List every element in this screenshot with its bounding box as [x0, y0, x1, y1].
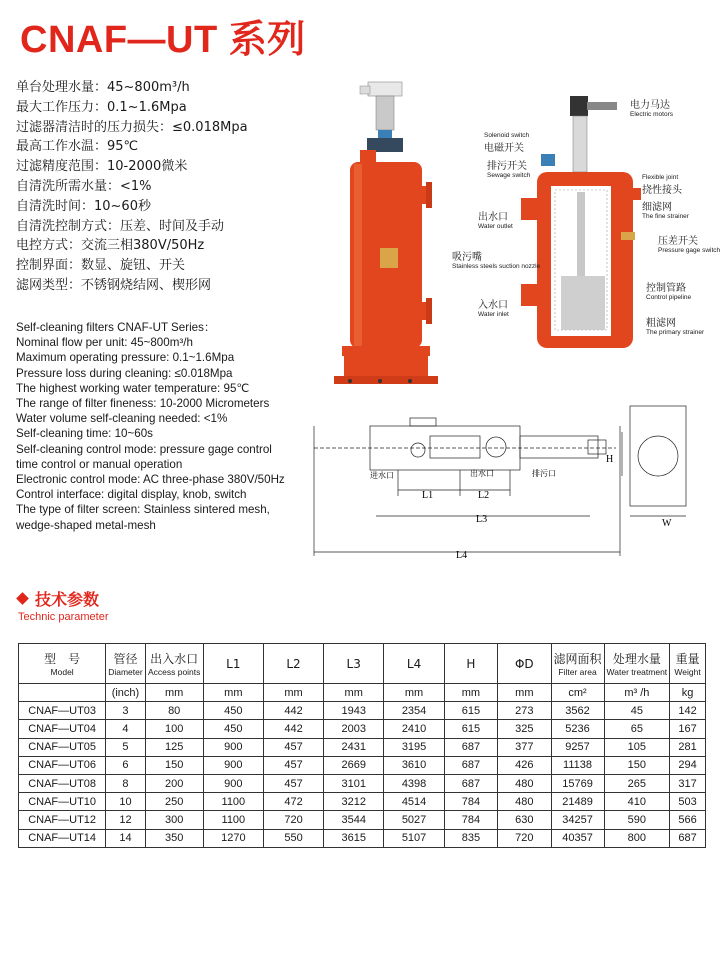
table-cell: 900: [203, 738, 263, 756]
dimension-drawing: [300, 396, 720, 572]
table-cell: 167: [670, 720, 706, 738]
table-cell: 472: [264, 793, 324, 811]
table-cell: 615: [444, 702, 497, 720]
table-cell: 281: [670, 738, 706, 756]
table-cell: 377: [498, 738, 551, 756]
en-spec-item: Control interface: digital display, knob, switch: [16, 488, 247, 502]
table-cell: 3101: [324, 774, 384, 792]
table-cell: 457: [264, 774, 324, 792]
table-cell: 4398: [384, 774, 444, 792]
table-cell: 1100: [203, 811, 263, 829]
table-cell: 9257: [551, 738, 604, 756]
table-cell: 6: [106, 756, 145, 774]
diamond-bullet-icon: [16, 592, 29, 605]
en-spec-item: Nominal flow per unit: 45~800m³/h: [16, 336, 193, 350]
drawing-h: H: [606, 454, 614, 465]
table-cell: 784: [444, 811, 497, 829]
table-cell: CNAF—UT05: [19, 738, 106, 756]
table-row: [19, 720, 706, 738]
drawing-inlet-label: 进水口: [370, 471, 394, 480]
table-cell: 3212: [324, 793, 384, 811]
table-cell: 3544: [324, 811, 384, 829]
table-units-row: (inch) mm mm mm mm mm mm mm cm² m³ /h kg: [19, 684, 706, 702]
page-title: CNAF—UT 系列: [20, 19, 306, 61]
table-row: [19, 793, 706, 811]
table-cell: 4: [106, 720, 145, 738]
table-cell: 615: [444, 720, 497, 738]
table-header-row: 型 号 Model 管径 Diameter 出入水口 Access points L1 L2 L3 L4 H ΦD 滤网面积 Filter area 处理水量 Water treatment 重量 Weight: [19, 644, 706, 684]
table-cell: 105: [604, 738, 670, 756]
table-cell: 5027: [384, 811, 444, 829]
cn-spec-item: 电控方式：交流三相380V/50Hz: [16, 238, 205, 254]
table-cell: CNAF—UT08: [19, 774, 106, 792]
table-cell: 457: [264, 738, 324, 756]
table-cell: 265: [604, 774, 670, 792]
cn-spec-item: 控制界面：数显、旋钮、开关: [16, 258, 186, 274]
table-cell: 5: [106, 738, 145, 756]
en-spec-item: Self-cleaning time: 10~60s: [16, 427, 153, 441]
table-cell: 15769: [551, 774, 604, 792]
table-cell: 1270: [203, 829, 263, 847]
cn-spec-list: [16, 78, 248, 296]
table-cell: CNAF—UT04: [19, 720, 106, 738]
table-cell: 350: [145, 829, 203, 847]
cn-spec-item: 过滤器清洁时的压力损失：≤0.018Mpa: [16, 119, 248, 135]
table-cell: 200: [145, 774, 203, 792]
table-cell: 442: [264, 702, 324, 720]
table-cell: 3610: [384, 756, 444, 774]
table-cell: 3562: [551, 702, 604, 720]
table-cell: 2003: [324, 720, 384, 738]
table-cell: 2669: [324, 756, 384, 774]
cn-spec-item: 最大工作压力：0.1~1.6Mpa: [16, 99, 187, 115]
table-cell: 3195: [384, 738, 444, 756]
label-flex: Flexible joint 挠性接头: [642, 174, 682, 196]
table-cell: 426: [498, 756, 551, 774]
table-cell: 410: [604, 793, 670, 811]
cn-spec-item: 自清洗控制方式：压差、时间及手动: [16, 218, 225, 234]
table-cell: 2410: [384, 720, 444, 738]
table-row: [19, 811, 706, 829]
table-row: [19, 774, 706, 792]
table-cell: 450: [203, 702, 263, 720]
table-cell: 450: [203, 720, 263, 738]
table-cell: 10: [106, 793, 145, 811]
table-cell: 142: [670, 702, 706, 720]
label-fine-strainer: 细滤网 The fine strainer: [642, 202, 689, 220]
table-cell: 8: [106, 774, 145, 792]
en-spec-item: Electronic control mode: AC three-phase 380V/50Hz: [16, 473, 285, 487]
product-photo: [320, 78, 450, 398]
table-cell: 65: [604, 720, 670, 738]
en-spec-item: Pressure loss during cleaning: ≤0.018Mpa: [16, 366, 233, 380]
en-spec-item: Self-cleaning filters CNAF-UT Series：: [16, 321, 216, 334]
table-cell: 5107: [384, 829, 444, 847]
table-cell: 3615: [324, 829, 384, 847]
drawing-l1: L1: [422, 490, 434, 501]
table-cell: 150: [145, 756, 203, 774]
table-cell: 150: [604, 756, 670, 774]
table-cell: CNAF—UT03: [19, 702, 106, 720]
table-cell: 21489: [551, 793, 604, 811]
table-cell: 2354: [384, 702, 444, 720]
table-cell: 325: [498, 720, 551, 738]
label-primary-strainer: 粗滤网 The primary strainer: [646, 318, 705, 336]
drawing-outlet-label: 出水口: [470, 469, 494, 478]
table-cell: 835: [444, 829, 497, 847]
label-motor: 电力马达 Electric motors: [630, 100, 673, 118]
en-spec-item: Water volume self-cleaning needed: <1%: [16, 412, 228, 426]
table-cell: 2431: [324, 738, 384, 756]
table-cell: 100: [145, 720, 203, 738]
en-spec-item: time control or manual operation: [16, 457, 183, 471]
cn-spec-item: 单台处理水量：45~800m³/h: [16, 80, 190, 95]
table-cell: 480: [498, 793, 551, 811]
drawing-l4: L4: [456, 550, 468, 561]
table-cell: 630: [498, 811, 551, 829]
table-cell: 250: [145, 793, 203, 811]
table-cell: 687: [670, 829, 706, 847]
drawing-l3: L3: [476, 514, 488, 525]
table-cell: 720: [264, 811, 324, 829]
en-spec-item: wedge-shaped metal-mesh: [16, 518, 156, 532]
table-cell: 11138: [551, 756, 604, 774]
drawing-drain-label: 排污口: [532, 469, 556, 478]
cn-spec-item: 自清洗时间：10~60秒: [16, 198, 151, 214]
en-spec-item: The highest working water temperature: 95℃: [16, 381, 250, 395]
table-cell: 900: [203, 774, 263, 792]
parameter-table: [18, 643, 706, 848]
label-sewage: 排污开关 Sewage switch: [487, 161, 531, 179]
label-gauge: 压差开关 Pressure gage switch: [658, 236, 721, 254]
table-cell: 457: [264, 756, 324, 774]
table-cell: 4514: [384, 793, 444, 811]
table-cell: 45: [604, 702, 670, 720]
en-spec-item: Maximum operating pressure: 0.1~1.6Mpa: [16, 351, 235, 365]
table-cell: 480: [498, 774, 551, 792]
table-row: [19, 702, 706, 720]
en-spec-item: Self-cleaning control mode: pressure gage control: [16, 442, 272, 456]
table-cell: 720: [498, 829, 551, 847]
label-pipeline: 控制管路 Control pipeline: [646, 283, 692, 301]
table-cell: 566: [670, 811, 706, 829]
table-cell: 800: [604, 829, 670, 847]
table-cell: 294: [670, 756, 706, 774]
table-cell: 300: [145, 811, 203, 829]
table-cell: 590: [604, 811, 670, 829]
table-cell: 34257: [551, 811, 604, 829]
label-outlet: 出水口 Water outlet: [478, 212, 513, 230]
section-heading: 技术参数 Technic parameter: [18, 590, 109, 623]
table-cell: 687: [444, 756, 497, 774]
table-cell: 442: [264, 720, 324, 738]
en-spec-item: The type of filter screen: Stainless sintered mesh,: [16, 503, 270, 517]
table-row: [19, 756, 706, 774]
en-spec-list: [16, 320, 316, 533]
label-nozzle: 吸污嘴 Stainless steels suction nozzle: [452, 252, 541, 270]
table-cell: 317: [670, 774, 706, 792]
label-solenoid: Solenoid switch 电磁开关: [484, 132, 530, 154]
table-cell: 14: [106, 829, 145, 847]
table-cell: 80: [145, 702, 203, 720]
drawing-l2: L2: [478, 490, 490, 501]
table-cell: 1100: [203, 793, 263, 811]
drawing-w: W: [662, 518, 672, 529]
table-cell: CNAF—UT10: [19, 793, 106, 811]
table-cell: 687: [444, 738, 497, 756]
table-cell: CNAF—UT12: [19, 811, 106, 829]
table-row: [19, 829, 706, 847]
label-inlet: 入水口 Water inlet: [478, 300, 509, 318]
table-cell: 125: [145, 738, 203, 756]
table-cell: CNAF—UT14: [19, 829, 106, 847]
table-cell: 273: [498, 702, 551, 720]
table-cell: 900: [203, 756, 263, 774]
cn-spec-item: 滤网类型：不锈钢烧结网、楔形网: [16, 277, 212, 293]
table-cell: 784: [444, 793, 497, 811]
table-cell: 503: [670, 793, 706, 811]
table-cell: 550: [264, 829, 324, 847]
en-spec-item: The range of filter fineness: 10-2000 Micrometers: [16, 397, 270, 411]
table-cell: 3: [106, 702, 145, 720]
table-row: [19, 738, 706, 756]
table-cell: 1943: [324, 702, 384, 720]
table-cell: 40357: [551, 829, 604, 847]
cn-spec-item: 最高工作水温：95℃: [16, 139, 139, 155]
table-cell: 5236: [551, 720, 604, 738]
cn-spec-item: 自清洗所需水量：<1%: [16, 178, 152, 194]
table-cell: 687: [444, 774, 497, 792]
cn-spec-item: 过滤精度范围：10-2000微米: [16, 159, 188, 175]
table-cell: 12: [106, 811, 145, 829]
table-cell: CNAF—UT06: [19, 756, 106, 774]
